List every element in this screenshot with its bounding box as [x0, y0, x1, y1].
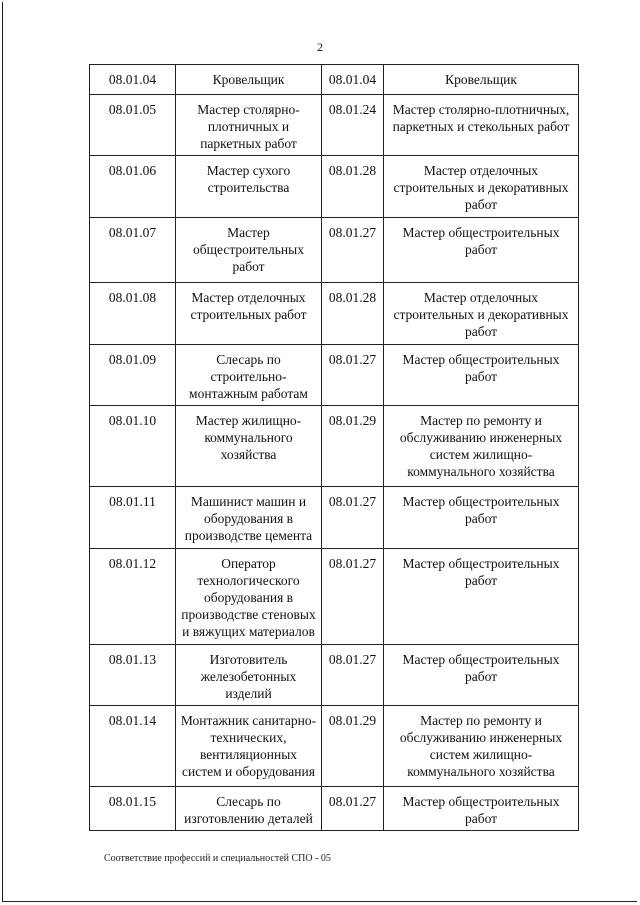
profession-code: 08.01.04: [90, 65, 176, 95]
table-row: [90, 283, 579, 345]
profession-name: Изготовитель железобетонных изделий: [176, 645, 322, 706]
profession-name: Мастер жилищно-коммунального хозяйства: [176, 406, 322, 487]
table-row: [90, 706, 579, 787]
profession-code: 08.01.07: [90, 218, 176, 283]
profession-name: Мастер общестроительных работ: [176, 218, 322, 283]
specialty-code: 08.01.04: [322, 65, 384, 95]
specialty-code: 08.01.24: [322, 95, 384, 156]
profession-code: 08.01.11: [90, 487, 176, 549]
profession-code: 08.01.06: [90, 156, 176, 218]
specialty-code: 08.01.28: [322, 283, 384, 345]
table-row: [90, 345, 579, 406]
profession-name: Кровельщик: [176, 65, 322, 95]
table-row: [90, 406, 579, 487]
specialty-code: 08.01.28: [322, 156, 384, 218]
profession-name: Мастер отделочных строительных работ: [176, 283, 322, 345]
table-row: [90, 156, 579, 218]
document-footer: Соответствие профессий и специальностей СПО - 05: [104, 853, 331, 864]
specialty-name: Мастер отделочных строительных и декоративных работ: [384, 283, 579, 345]
profession-name: Машинист машин и оборудования в производстве цемента: [176, 487, 322, 549]
specialty-name: Мастер общестроительных работ: [384, 345, 579, 406]
profession-code: 08.01.05: [90, 95, 176, 156]
specialty-name: Мастер общестроительных работ: [384, 787, 579, 831]
profession-name: Монтажник санитарно-технических, вентиляционных систем и оборудования: [176, 706, 322, 787]
specialty-code: 08.01.27: [322, 549, 384, 645]
profession-name: Слесарь по изготовлению деталей: [176, 787, 322, 831]
specialty-code: 08.01.27: [322, 487, 384, 549]
table-row: [90, 65, 579, 95]
profession-name: Оператор технологического оборудования в производстве стеновых и вяжущих материалов: [176, 549, 322, 645]
specialty-code: 08.01.27: [322, 218, 384, 283]
specialty-code: 08.01.27: [322, 645, 384, 706]
specialty-name: Мастер столярно-плотничных, паркетных и стекольных работ: [384, 95, 579, 156]
profession-code: 08.01.14: [90, 706, 176, 787]
specialty-name: Мастер отделочных строительных и декоративных работ: [384, 156, 579, 218]
profession-name: Мастер сухого строительства: [176, 156, 322, 218]
table-row: [90, 218, 579, 283]
profession-code: 08.01.09: [90, 345, 176, 406]
profession-code: 08.01.13: [90, 645, 176, 706]
specialty-name: Мастер общестроительных работ: [384, 487, 579, 549]
profession-name: Слесарь по строительно-монтажным работам: [176, 345, 322, 406]
specialty-name: Мастер общестроительных работ: [384, 645, 579, 706]
specialty-name: Мастер по ремонту и обслуживанию инженерных систем жилищно-коммунального хозяйства: [384, 406, 579, 487]
profession-code: 08.01.12: [90, 549, 176, 645]
correspondence-table: [89, 64, 579, 831]
profession-name: Мастер столярно-плотничных и паркетных работ: [176, 95, 322, 156]
profession-code: 08.01.15: [90, 787, 176, 831]
table-row: [90, 549, 579, 645]
specialty-name: Мастер общестроительных работ: [384, 549, 579, 645]
table-row: [90, 787, 579, 831]
table-row: [90, 95, 579, 156]
specialty-name: Мастер по ремонту и обслуживанию инженерных систем жилищно-коммунального хозяйства: [384, 706, 579, 787]
profession-code: 08.01.08: [90, 283, 176, 345]
table-row: [90, 487, 579, 549]
specialty-code: 08.01.27: [322, 345, 384, 406]
page-number: 2: [317, 40, 323, 54]
table-row: [90, 645, 579, 706]
specialty-code: 08.01.29: [322, 706, 384, 787]
specialty-code: 08.01.29: [322, 406, 384, 487]
specialty-code: 08.01.27: [322, 787, 384, 831]
specialty-name: Кровельщик: [384, 65, 579, 95]
specialty-name: Мастер общестроительных работ: [384, 218, 579, 283]
profession-code: 08.01.10: [90, 406, 176, 487]
